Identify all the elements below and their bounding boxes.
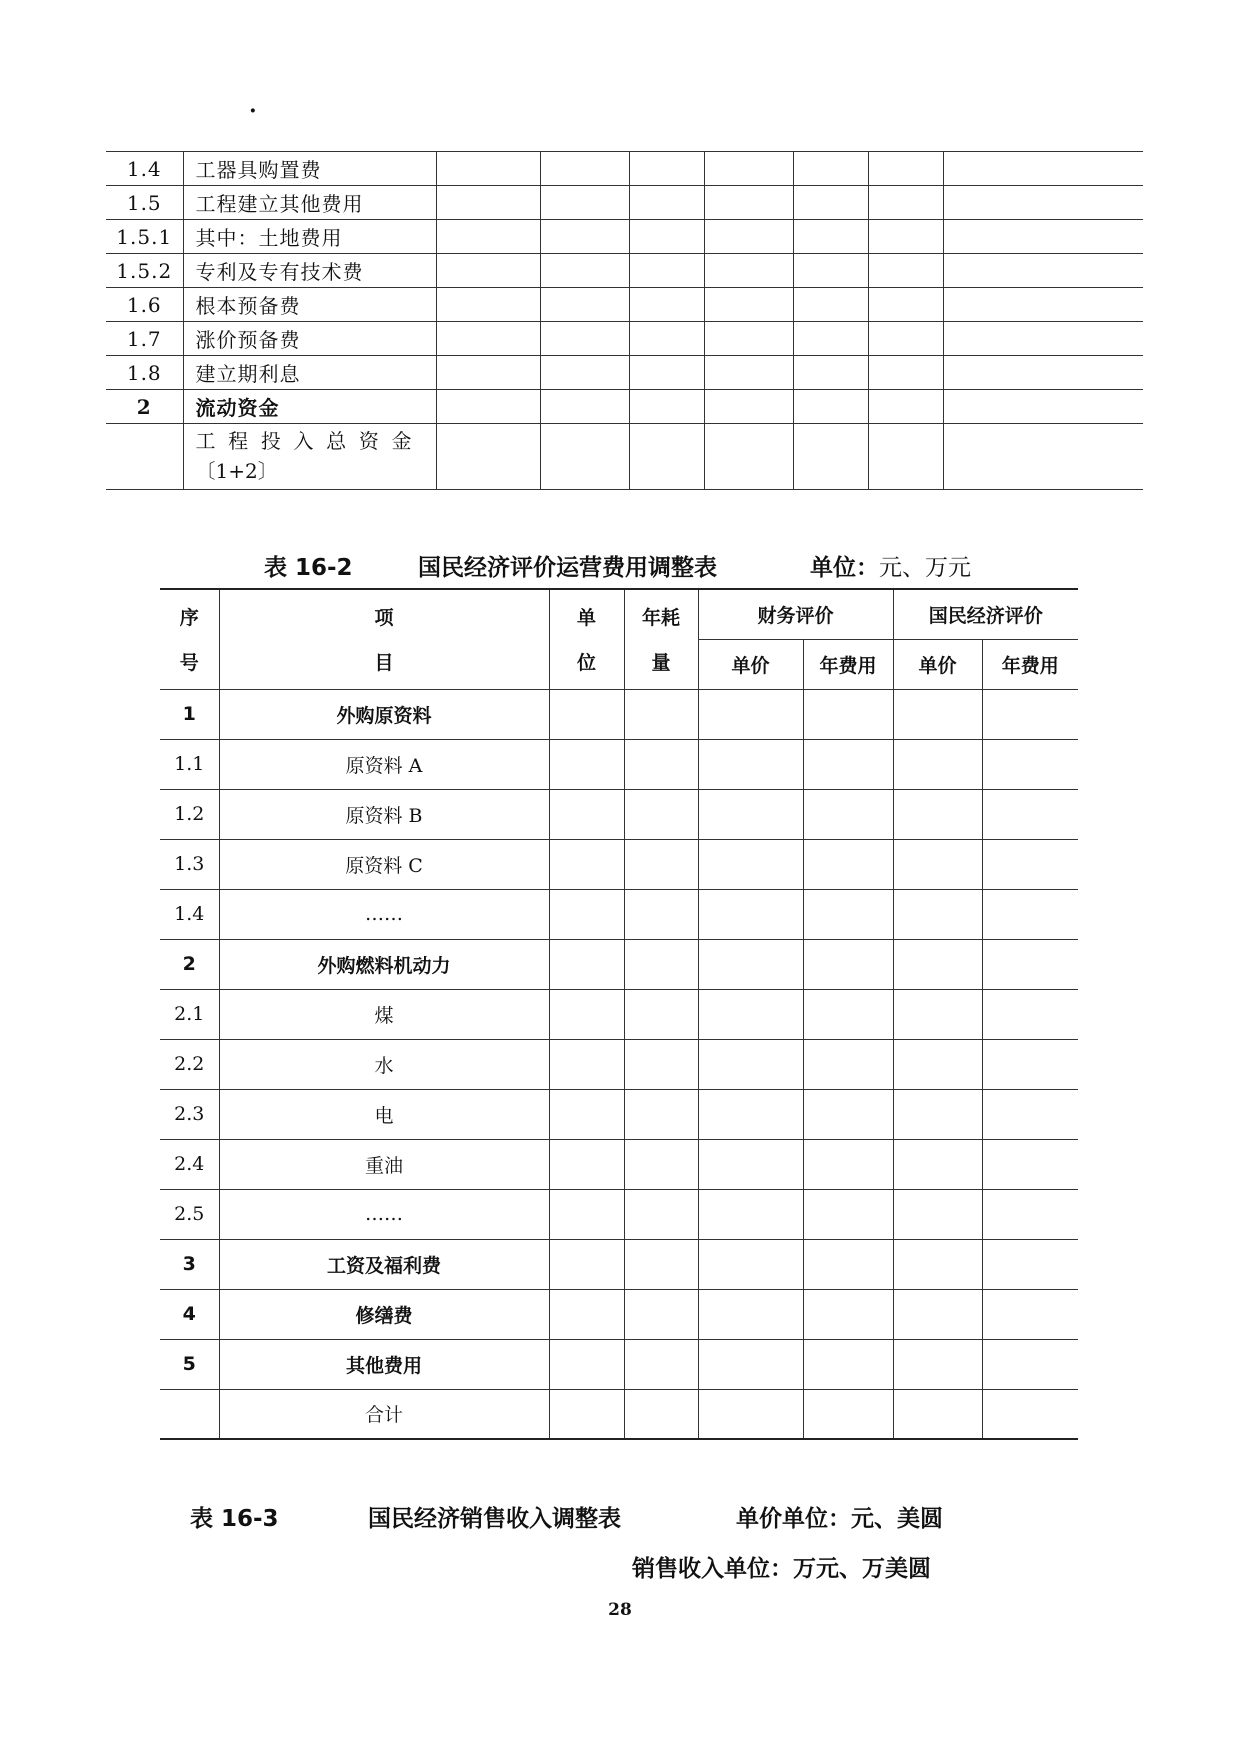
header-national-eval: 国民经济评价 (893, 589, 1078, 639)
empty-cell (624, 1189, 698, 1239)
empty-cell (540, 186, 629, 220)
table-row (106, 390, 1143, 424)
empty-cell (549, 1039, 624, 1089)
empty-cell (868, 390, 943, 424)
empty-cell (893, 1039, 982, 1089)
empty-cell (982, 1189, 1078, 1239)
empty-cell (982, 1389, 1078, 1439)
row-label: 建立期利息 (183, 356, 436, 390)
empty-cell (793, 152, 868, 186)
row-number: 2.5 (160, 1189, 219, 1239)
empty-cell (549, 1389, 624, 1439)
empty-cell (624, 1289, 698, 1339)
empty-cell (629, 288, 704, 322)
empty-cell (982, 1089, 1078, 1139)
empty-cell (982, 1039, 1078, 1089)
table-row (160, 1289, 1078, 1339)
empty-cell (868, 186, 943, 220)
empty-cell (893, 1339, 982, 1389)
empty-cell (624, 989, 698, 1039)
empty-cell (436, 424, 540, 490)
row-number: 3 (160, 1239, 219, 1289)
row-number: 1.5 (106, 186, 183, 220)
empty-cell (698, 789, 803, 839)
empty-cell (982, 839, 1078, 889)
empty-cell (436, 288, 540, 322)
empty-cell (803, 1239, 893, 1289)
row-number: 1.7 (106, 322, 183, 356)
empty-cell (629, 322, 704, 356)
page-marker: · (249, 98, 257, 124)
header-financial-eval: 财务评价 (698, 589, 893, 639)
table3-revenue-unit: 销售收入单位：万元、万美圆 (632, 1556, 931, 1582)
empty-cell (982, 889, 1078, 939)
row-number: 1.5.2 (106, 254, 183, 288)
empty-cell (803, 1089, 893, 1139)
empty-cell (698, 1139, 803, 1189)
empty-cell (868, 424, 943, 490)
empty-cell (982, 789, 1078, 839)
table-row (106, 186, 1143, 220)
empty-cell (793, 220, 868, 254)
empty-cell (893, 739, 982, 789)
empty-cell (982, 1239, 1078, 1289)
empty-cell (868, 220, 943, 254)
empty-cell (549, 739, 624, 789)
empty-cell (793, 288, 868, 322)
empty-cell (793, 322, 868, 356)
row-number: 1.6 (106, 288, 183, 322)
empty-cell (943, 152, 1143, 186)
empty-cell (549, 839, 624, 889)
empty-cell (803, 889, 893, 939)
empty-cell (106, 424, 183, 490)
empty-cell (436, 322, 540, 356)
row-number: 2 (160, 939, 219, 989)
empty-cell (624, 1089, 698, 1139)
empty-cell (624, 1039, 698, 1089)
empty-cell (704, 288, 793, 322)
empty-cell (629, 356, 704, 390)
table2-unit-label: 单位： (810, 555, 879, 581)
empty-cell (698, 1339, 803, 1389)
empty-cell (549, 889, 624, 939)
row-number: 5 (160, 1339, 219, 1389)
empty-cell (549, 1189, 624, 1239)
empty-cell (704, 390, 793, 424)
empty-cell (803, 739, 893, 789)
empty-cell (549, 789, 624, 839)
empty-cell (803, 789, 893, 839)
empty-cell (803, 939, 893, 989)
row-label: 专利及专有技术费 (183, 254, 436, 288)
empty-cell (704, 322, 793, 356)
empty-cell (943, 322, 1143, 356)
row-number: 2.2 (160, 1039, 219, 1089)
row-item: …… (219, 889, 549, 939)
empty-cell (868, 254, 943, 288)
row-item: 工资及福利费 (219, 1239, 549, 1289)
empty-cell (893, 689, 982, 739)
empty-cell (624, 839, 698, 889)
empty-cell (698, 689, 803, 739)
table2-caption-unit (810, 549, 971, 582)
empty-cell (868, 288, 943, 322)
table2-caption-number: 表 16-2 (264, 555, 353, 581)
empty-cell (803, 1339, 893, 1389)
empty-cell (624, 889, 698, 939)
row-number: 2 (106, 390, 183, 424)
table3-caption-number: 表 16-3 (190, 1506, 279, 1532)
empty-cell (704, 356, 793, 390)
empty-cell (549, 939, 624, 989)
row-item: 重油 (219, 1139, 549, 1189)
empty-cell (624, 689, 698, 739)
empty-cell (698, 1239, 803, 1289)
empty-cell (698, 939, 803, 989)
row-number: 1.5.1 (106, 220, 183, 254)
row-item: …… (219, 1189, 549, 1239)
empty-cell (540, 390, 629, 424)
empty-cell (698, 1089, 803, 1139)
row-number: 4 (160, 1289, 219, 1339)
empty-cell (540, 152, 629, 186)
row-item: 其他费用 (219, 1339, 549, 1389)
empty-cell (624, 739, 698, 789)
empty-cell (624, 1239, 698, 1289)
empty-cell (868, 152, 943, 186)
header-fin-unit-price: 单价 (698, 639, 803, 689)
row-item: 原资料 C (219, 839, 549, 889)
row-item: 水 (219, 1039, 549, 1089)
row-number: 1.4 (160, 889, 219, 939)
empty-cell (893, 789, 982, 839)
empty-cell (436, 220, 540, 254)
header-annual-qty: 年耗 量 (624, 589, 698, 689)
empty-cell (793, 390, 868, 424)
empty-cell (624, 789, 698, 839)
header-fin-annual-cost: 年费用 (803, 639, 893, 689)
row-label: 涨价预备费 (183, 322, 436, 356)
table-row (106, 220, 1143, 254)
row-label: 其中：土地费用 (183, 220, 436, 254)
table-row-total (106, 424, 1143, 490)
row-number: 1.2 (160, 789, 219, 839)
row-number: 2.3 (160, 1089, 219, 1139)
empty-cell (436, 186, 540, 220)
empty-cell (893, 1189, 982, 1239)
empty-cell (624, 1339, 698, 1389)
row-label: 流动资金 (183, 390, 436, 424)
empty-cell (868, 322, 943, 356)
empty-cell (436, 254, 540, 288)
table-row (160, 1339, 1078, 1389)
row-item: 外购燃料机动力 (219, 939, 549, 989)
empty-cell (943, 186, 1143, 220)
row-number: 1 (160, 689, 219, 739)
table-row (106, 322, 1143, 356)
total-investment-label: 工程投入总资金 〔1+2〕 (183, 424, 436, 490)
empty-cell (982, 689, 1078, 739)
table2-caption-title: 国民经济评价运营费用调整表 (418, 555, 717, 581)
empty-cell (893, 889, 982, 939)
investment-table (106, 151, 1143, 490)
row-label: 根本预备费 (183, 288, 436, 322)
empty-cell (893, 1139, 982, 1189)
empty-cell (793, 186, 868, 220)
empty-cell (436, 152, 540, 186)
empty-cell (624, 1139, 698, 1189)
empty-cell (943, 424, 1143, 490)
empty-cell (803, 689, 893, 739)
empty-cell (549, 1339, 624, 1389)
row-item: 煤 (219, 989, 549, 1039)
empty-cell (698, 989, 803, 1039)
row-number: 2.4 (160, 1139, 219, 1189)
row-label: 工器具购置费 (183, 152, 436, 186)
empty-cell (793, 356, 868, 390)
empty-cell (893, 939, 982, 989)
empty-cell (629, 390, 704, 424)
empty-cell (698, 1289, 803, 1339)
table-row (106, 152, 1143, 186)
table-row (160, 1139, 1078, 1189)
empty-cell (893, 1239, 982, 1289)
empty-cell (624, 939, 698, 989)
row-number: 1.3 (160, 839, 219, 889)
empty-cell (540, 322, 629, 356)
empty-cell (982, 739, 1078, 789)
empty-cell (629, 220, 704, 254)
empty-cell (698, 839, 803, 889)
table-row (106, 254, 1143, 288)
empty-cell (803, 839, 893, 889)
empty-cell (793, 254, 868, 288)
header-nat-annual-cost: 年费用 (982, 639, 1078, 689)
empty-cell (549, 1289, 624, 1339)
empty-cell (704, 254, 793, 288)
table-row (160, 789, 1078, 839)
header-unit: 单 位 (549, 589, 624, 689)
empty-cell (893, 839, 982, 889)
empty-cell (704, 220, 793, 254)
table-row (160, 1239, 1078, 1289)
table2-unit-value: 元、万元 (879, 555, 971, 581)
empty-cell (704, 152, 793, 186)
empty-cell (793, 424, 868, 490)
empty-cell (698, 1039, 803, 1089)
row-label: 工程建立其他费用 (183, 186, 436, 220)
table-row (160, 1089, 1078, 1139)
empty-cell (540, 356, 629, 390)
empty-cell (624, 1389, 698, 1439)
empty-cell (803, 989, 893, 1039)
row-item: 外购原资料 (219, 689, 549, 739)
empty-cell (549, 689, 624, 739)
empty-cell (629, 254, 704, 288)
table-row (160, 1189, 1078, 1239)
table-row (106, 356, 1143, 390)
header-seq: 序 号 (160, 589, 219, 689)
empty-cell (803, 1389, 893, 1439)
row-item: 合计 (219, 1389, 549, 1439)
empty-cell (549, 1089, 624, 1139)
row-number: 1.8 (106, 356, 183, 390)
empty-cell (540, 288, 629, 322)
empty-cell (549, 1139, 624, 1189)
empty-cell (549, 989, 624, 1039)
empty-cell (943, 288, 1143, 322)
header-nat-unit-price: 单价 (893, 639, 982, 689)
table-row (160, 1389, 1078, 1439)
empty-cell (803, 1139, 893, 1189)
row-item: 原资料 A (219, 739, 549, 789)
row-number (160, 1389, 219, 1439)
empty-cell (436, 390, 540, 424)
empty-cell (803, 1189, 893, 1239)
row-number: 1.4 (106, 152, 183, 186)
empty-cell (893, 1089, 982, 1139)
table-row (160, 689, 1078, 739)
table-row (160, 739, 1078, 789)
empty-cell (893, 989, 982, 1039)
empty-cell (982, 1339, 1078, 1389)
empty-cell (943, 220, 1143, 254)
empty-cell (803, 1039, 893, 1089)
empty-cell (698, 1189, 803, 1239)
empty-cell (893, 1389, 982, 1439)
table-row (160, 839, 1078, 889)
operating-cost-adjustment-table (160, 588, 1078, 1440)
empty-cell (943, 254, 1143, 288)
row-number: 1.1 (160, 739, 219, 789)
empty-cell (436, 356, 540, 390)
empty-cell (868, 356, 943, 390)
table-row (160, 939, 1078, 989)
empty-cell (540, 424, 629, 490)
empty-cell (698, 1389, 803, 1439)
empty-cell (982, 1289, 1078, 1339)
empty-cell (704, 424, 793, 490)
page-number: 28 (608, 1600, 632, 1620)
header-item: 项 目 (219, 589, 549, 689)
empty-cell (549, 1239, 624, 1289)
empty-cell (698, 739, 803, 789)
empty-cell (943, 356, 1143, 390)
row-number: 2.1 (160, 989, 219, 1039)
empty-cell (803, 1289, 893, 1339)
empty-cell (982, 939, 1078, 989)
empty-cell (704, 186, 793, 220)
table-row (106, 288, 1143, 322)
empty-cell (629, 152, 704, 186)
empty-cell (629, 186, 704, 220)
table3-price-unit: 单价单位：元、美圆 (736, 1506, 943, 1532)
empty-cell (540, 254, 629, 288)
table-row (160, 989, 1078, 1039)
row-item: 原资料 B (219, 789, 549, 839)
empty-cell (629, 424, 704, 490)
empty-cell (540, 220, 629, 254)
empty-cell (982, 1139, 1078, 1189)
row-item: 修缮费 (219, 1289, 549, 1339)
empty-cell (893, 1289, 982, 1339)
table3-caption-title: 国民经济销售收入调整表 (368, 1506, 621, 1532)
empty-cell (943, 390, 1143, 424)
table-row (160, 889, 1078, 939)
row-item: 电 (219, 1089, 549, 1139)
empty-cell (982, 989, 1078, 1039)
empty-cell (698, 889, 803, 939)
table-row (160, 1039, 1078, 1089)
